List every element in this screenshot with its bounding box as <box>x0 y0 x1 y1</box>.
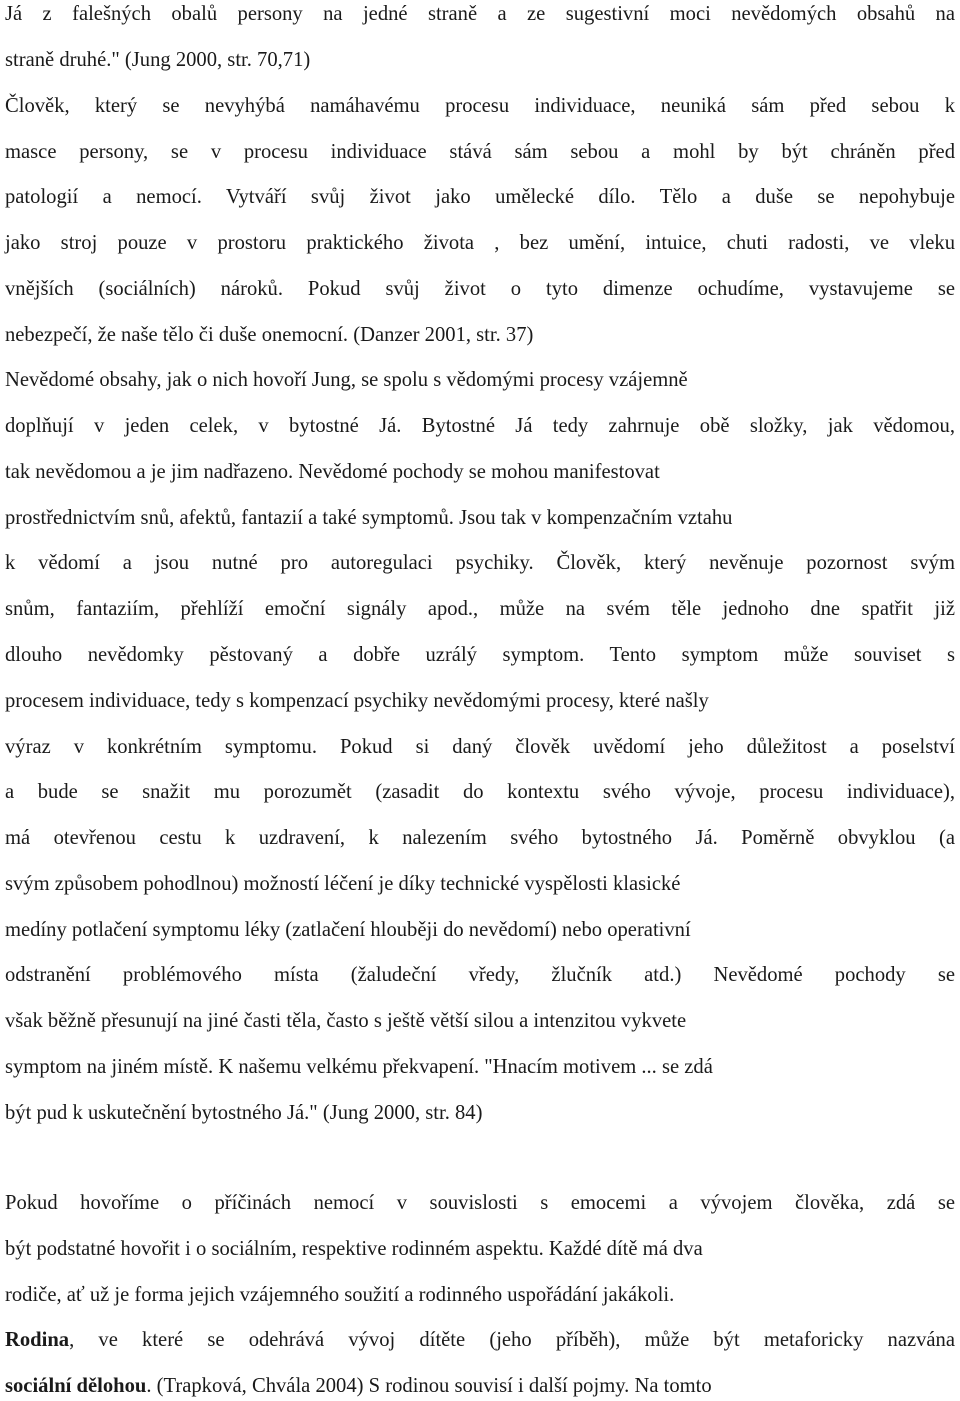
text-line: straně druhé." (Jung 2000, str. 70,71) <box>5 49 311 71</box>
text-line: být pud k uskutečnění bytostného Já." (Jung 2000, str. 84) <box>5 1102 483 1124</box>
text-line: nebezpečí, že naše tělo či duše onemocní. (Danzer 2001, str. 37) <box>5 324 534 346</box>
text-line: Člověk, který se nevyhýbá namáhavému procesu individuace, neuniká sám před sebou k <box>5 95 955 117</box>
text-line: dlouho nevědomky pěstovaný a dobře uzrálý symptom. Tento symptom může souviset s <box>5 644 955 666</box>
text-run: , ve které se odehrává vývoj dítěte (jeho příběh), může být metaforicky nazvána <box>69 1329 955 1351</box>
text-line: medíny potlačení symptomu léky (zatlačení hlouběji do nevědomí) nebo operativní <box>5 919 691 941</box>
text-line: jako stroj pouze v prostoru praktického života , bez umění, intuice, chuti radosti, ve vleku <box>5 232 955 254</box>
text-line: patologií a nemocí. Vytváří svůj život jako umělecké dílo. Tělo a duše se nepohybuje <box>5 186 955 208</box>
text-line: však běžně přesunují na jiné časti těla, často s ještě větší silou a intenzitou vykvete <box>5 1010 687 1032</box>
text-line: být podstatné hovořit i o sociálním, respektive rodinném aspektu. Každé dítě má dva <box>5 1238 703 1260</box>
text-line: rodiče, ať už je forma jejich vzájemného soužití a rodinného uspořádání jakákoli. <box>5 1284 675 1306</box>
bold-term-rodina: Rodina <box>5 1329 70 1351</box>
text-line: vnějších (sociálních) nároků. Pokud svůj život o tyto dimenze ochudíme, vystavujeme se <box>5 278 955 300</box>
text-line: a bude se snažit mu porozumět (zasadit do kontextu svého vývoje, procesu individuace), <box>5 781 955 803</box>
text-line: odstranění problémového místa (žaludeční vředy, žlučník atd.) Nevědomé pochody se <box>5 964 955 986</box>
text-line: k vědomí a jsou nutné pro autoregulaci psychiky. Člověk, který nevěnuje pozornost svým <box>5 552 955 574</box>
text-line: Nevědomé obsahy, jak o nich hovoří Jung, se spolu s vědomými procesy vzájemně <box>5 369 688 391</box>
bold-term-socialni-deloha: sociální dělohou <box>5 1375 147 1397</box>
text-line: má otevřenou cestu k uzdravení, k nalezením svého bytostného Já. Poměrně obvyklou (a <box>5 827 955 849</box>
text-line <box>5 1330 955 1351</box>
text-line: Já z falešných obalů persony na jedné straně a ze sugestivní moci nevědomých obsahů na <box>5 3 955 25</box>
text-run: . (Trapková, Chvála 2004) S rodinou souvisí i další pojmy. Na tomto <box>146 1375 712 1397</box>
text-line: Pokud hovoříme o příčinách nemocí v souvislosti s emocemi a vývojem člověka, zdá se <box>5 1192 955 1214</box>
text-line: doplňují v jeden celek, v bytostné Já. Bytostné Já tedy zahrnuje obě složky, jak vědomou, <box>5 415 955 437</box>
text-line: snům, fantaziím, přehlíží emoční signály apod., může na svém těle jednoho dne spatřit již <box>5 598 955 620</box>
text-line: symptom na jiném místě. K našemu velkému překvapení. "Hnacím motivem ... se zdá <box>5 1056 713 1078</box>
text-line: výraz v konkrétním symptomu. Pokud si daný člověk uvědomí jeho důležitost a poselství <box>5 736 955 758</box>
text-line: masce persony, se v procesu individuace stává sám sebou a mohl by být chráněn před <box>5 141 955 163</box>
text-line: prostřednictvím snů, afektů, fantazií a také symptomů. Jsou tak v kompenzačním vztahu <box>5 507 733 529</box>
text-line: svým způsobem pohodlnou) možností léčení je díky technické vyspělosti klasické <box>5 873 681 895</box>
text-line: tak nevědomou a je jim nadřazeno. Nevědomé pochody se mohou manifestovat <box>5 461 660 483</box>
text-line <box>5 1376 712 1397</box>
text-line: procesem individuace, tedy s kompenzací psychiky nevědomými procesy, které našly <box>5 690 709 712</box>
